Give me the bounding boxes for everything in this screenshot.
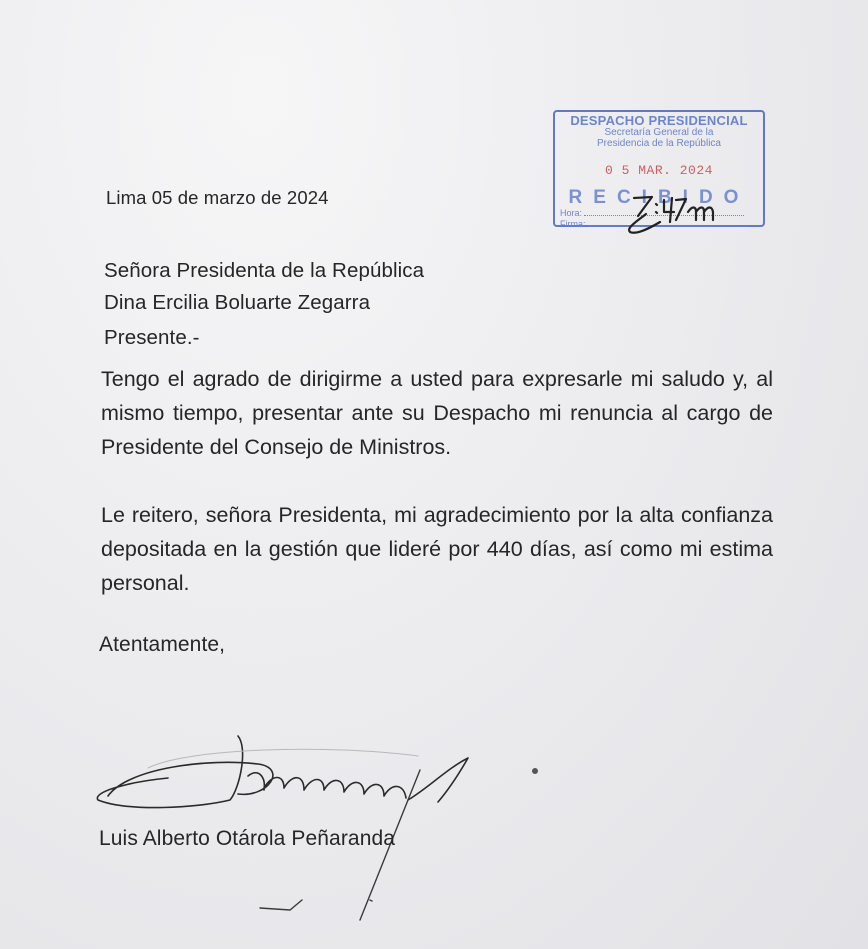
signer-name: Luis Alberto Otárola Peñaranda xyxy=(99,827,396,850)
stamp-hora-label: Hora: xyxy=(560,208,583,218)
stamp-firma-label: Firma: xyxy=(560,219,586,229)
stamp-subtitle-2: Presidencia de la República xyxy=(597,138,721,149)
recipient-name: Dina Ercilia Boluarte Zegarra xyxy=(104,291,371,314)
dot-mark xyxy=(532,768,538,774)
recipient-presente: Presente.- xyxy=(104,326,200,349)
handwritten-time-icon xyxy=(612,188,722,244)
letter-date: Lima 05 de marzo de 2024 xyxy=(106,187,329,208)
stamp-date: 0 5 MAR. 2024 xyxy=(605,163,713,178)
recipient-title: Señora Presidenta de la República xyxy=(104,259,425,282)
body-paragraph-1: Tengo el agrado de dirigirme a usted para expresarle mi saludo y, al mismo tiempo, presentar ante su Despacho mi renuncia al cargo de Presidente del Consejo de Ministros. xyxy=(101,367,773,459)
stamp-subtitle-1: Secretaría General de la xyxy=(604,127,714,138)
stamp-status: RECIBIDO xyxy=(568,187,750,208)
body-paragraph-2: Le reitero, señora Presidenta, mi agradecimiento por la alta confianza depositada en la gestión que lideré por 440 días, así como mi estima personal. xyxy=(101,503,773,595)
closing: Atentamente, xyxy=(99,633,226,656)
stamp-title: DESPACHO PRESIDENCIAL xyxy=(570,113,748,128)
